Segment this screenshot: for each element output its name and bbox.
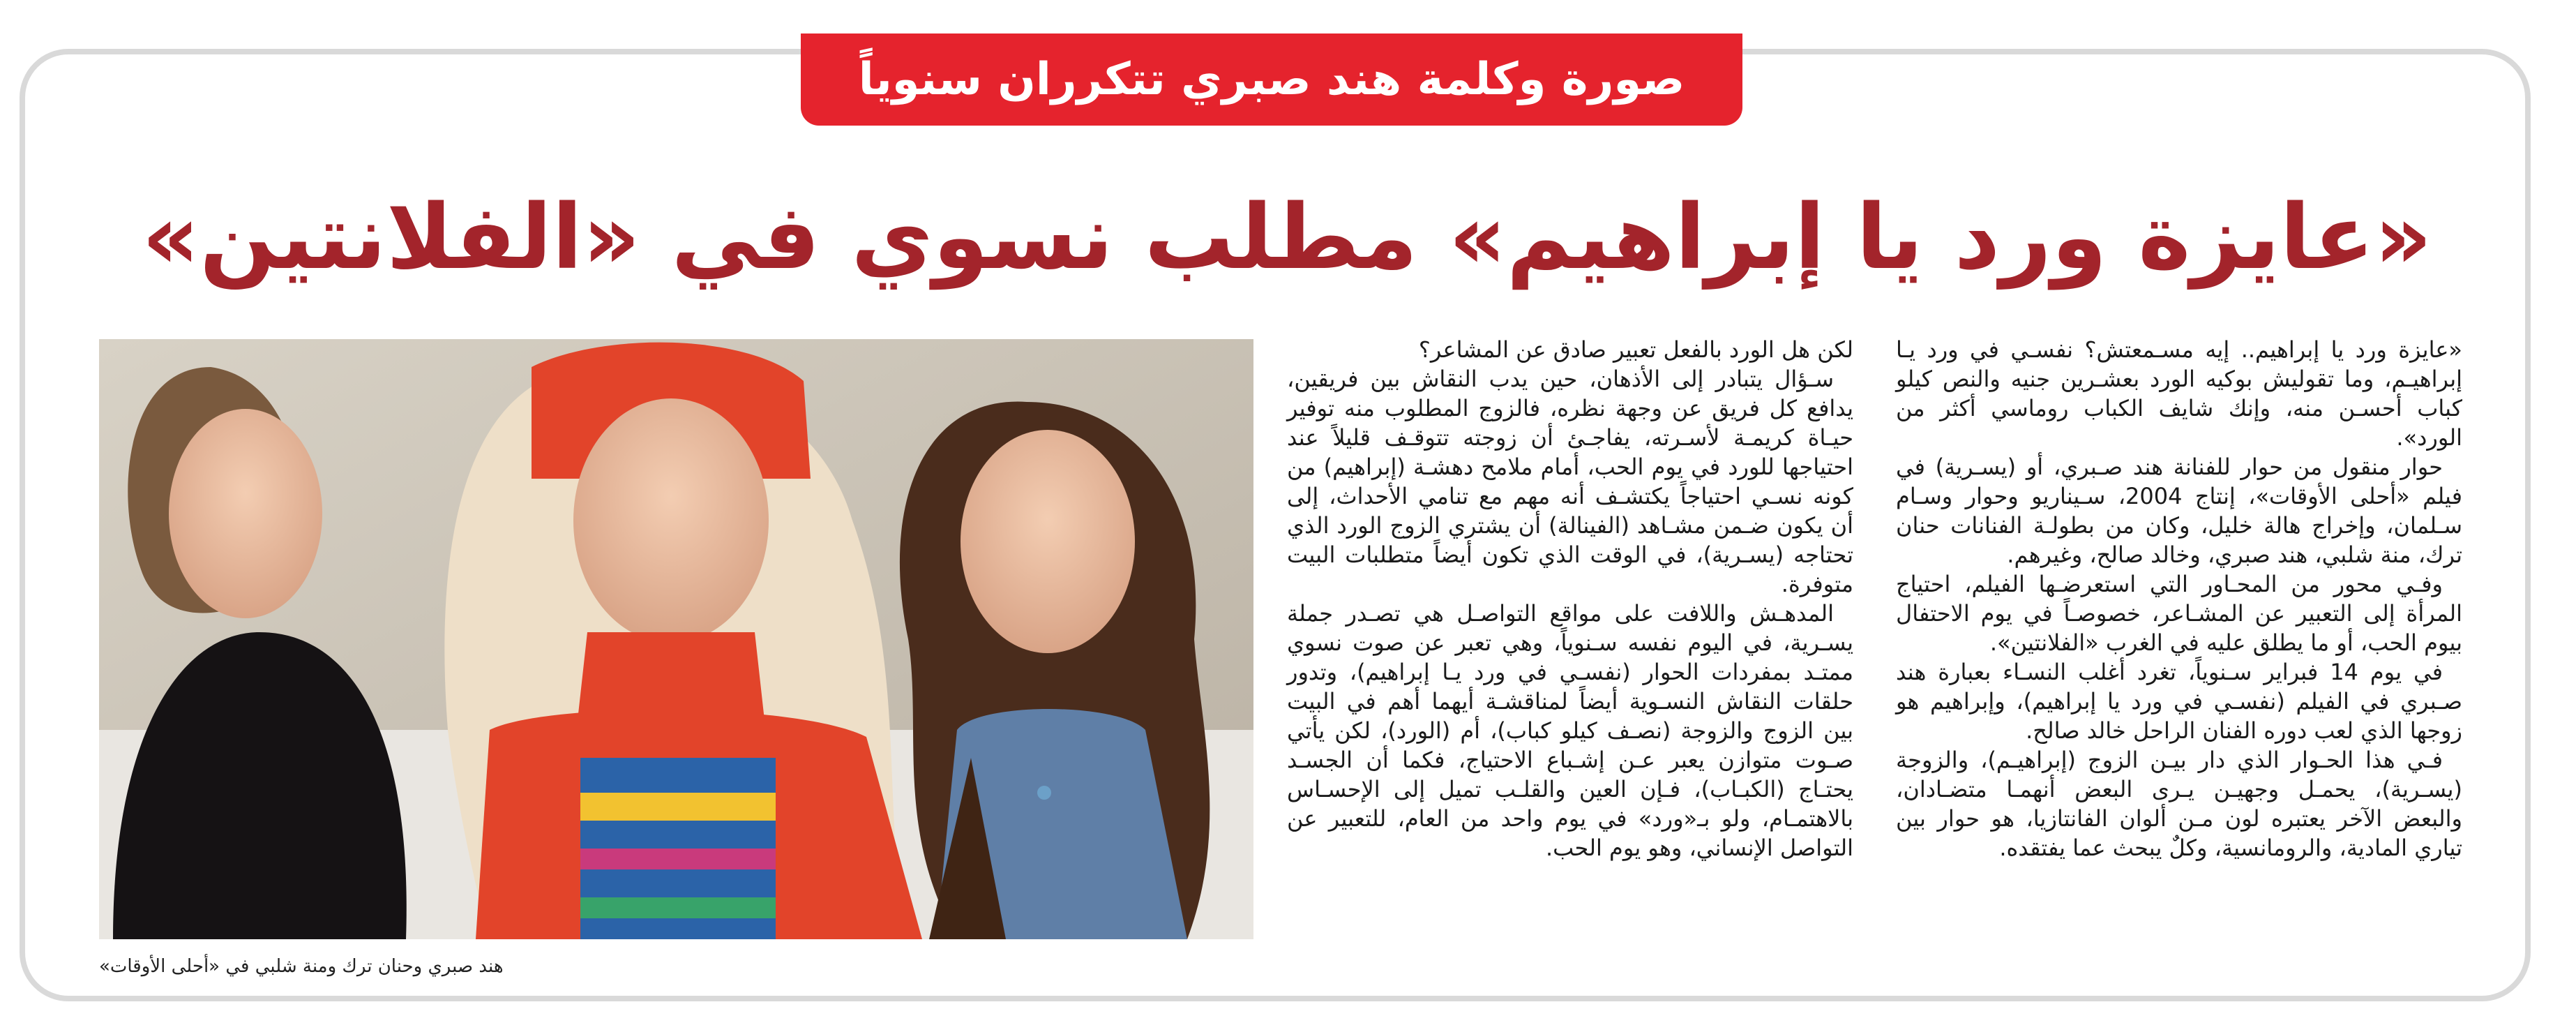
woman-right-figure xyxy=(900,402,1210,939)
paragraph: المدهـش واللافت على مواقع التواصـل هي تصـدر جملة يسـرية، في اليوم نفسه سـنوياً، وهي تعبر عن صوت نسوي ممتـد بمفردات الحوار (نفسـي في ورد يـا إبراهيم)، وتدور حلقات النقاش النسـوية أيضاً لمناقشـة أيهما أهم في البيت بين الزوج والزوجة (نصـف كيلو كباب)، أم (الورد)، لكن يأتي صـوت متوازن يعبر عـن إشـباع الاحتياج، فكما أن الجسـد يحتـاج (الكبـاب)، فـإن العين والقلـب تميل إلى الإحسـاس بالاهتمـام، ولو بـ«ورد» في يوم واحد من العام، للتعبير عن التواصل الإنساني، وهو يوم الحب. xyxy=(1287,600,1853,861)
text-column-right xyxy=(1896,335,2462,862)
text-column-middle xyxy=(1287,335,1853,862)
photo-caption-text: هند صبري وحنان ترك ومنة شلبي في «أحلى الأوقات» xyxy=(99,956,504,977)
film-still-photo xyxy=(99,339,1253,939)
photo-caption xyxy=(99,956,1253,977)
paragraph: حوار منقول من حوار للفنانة هند صـبري، أو (يسـرية) في فيلم «أحلى الأوقات»، إنتاج 2004، سـيناريو وحوار وسـام سـلمان، وإخراج هالة خليل، وكان من بطولـة الفنانات حنان ترك، منة شلبي، هند صبري، وخالد صالح، وغيرهم. xyxy=(1896,454,2463,568)
paragraph: وفـي محور من المحـاور التي استعرضـها الفيلم، احتياج المرأة إلى التعبير عن المشـاعر، خصوصـاً في يوم الاحتفال بيوم الحب، أو ما يطلق عليه في الغرب «الفلانتين». xyxy=(1896,571,2462,656)
paragraph: «عايزة ورد يا إبراهيم.. إيه مسـمعتش؟ نفسـي في ورد يـا إبراهيـم، وما تقوليش بوكيه الورد بعشـرين جنيه والنص كيلو كباب أحسـن منه، وإنك شايف الكباب روماسي أكثر من الورد». xyxy=(1896,336,2462,451)
kicker-text: صورة وكلمة هند صبري تتكرران سنوياً xyxy=(858,54,1685,105)
kicker-banner xyxy=(801,33,1742,126)
paragraph: فـي هذا الحـوار الذي دار بيـن الزوج (إبراهيـم)، والزوجة (يسـرية)، يحمـل وجهيـن يـرى البعض أنهمـا متضـادان، والبعض الآخر يعتبره لون مـن ألوان الفانتازيا، هو حوار بين تياري المادية، والرومانسية، وكلٌ يبحث عما يفتقده. xyxy=(1896,747,2462,861)
paragraph: في يوم 14 فبراير سـنوياً، تغرد أغلب النسـاء بعبارة هند صـبري في الفيلم (نفسـي في ورد يا إبراهيم)، وإبراهيم هو زوجها الذي لعب دوره الفنان الراحل خالد صالح. xyxy=(1896,659,2462,744)
paragraph: لكن هل الورد بالفعل تعبير صادق عن المشاعر؟ xyxy=(1418,336,1853,363)
paragraph: سـؤال يتبادر إلى الأذهان، حين يدب النقاش بين فريقين، يدافع كل فريق عن وجهة نظره، فالزوج المطلوب منه توفير حيـاة كريمـة لأسـرته، يفاجـئ أن زوجته تتوقـف قليلاً عند احتياجها للورد في يوم الحب، أمام ملامح دهشـة (إبراهيم) من كونه نسـي احتياجاً يكتشـف أنه مهم مع تنامي الأحداث، إلى أن يكون ضـمن مشـاهد (الفينالة) أن يشتري الزوج الورد الذي تحتاجه (يسـرية)، في الوقت الذي تكون أيضاً متطلبات البيت متوفرة. xyxy=(1287,366,1853,597)
headline: «عايزة ورد يا إبراهيم» مطلب نسوي في «الفلانتين» xyxy=(142,185,2432,290)
